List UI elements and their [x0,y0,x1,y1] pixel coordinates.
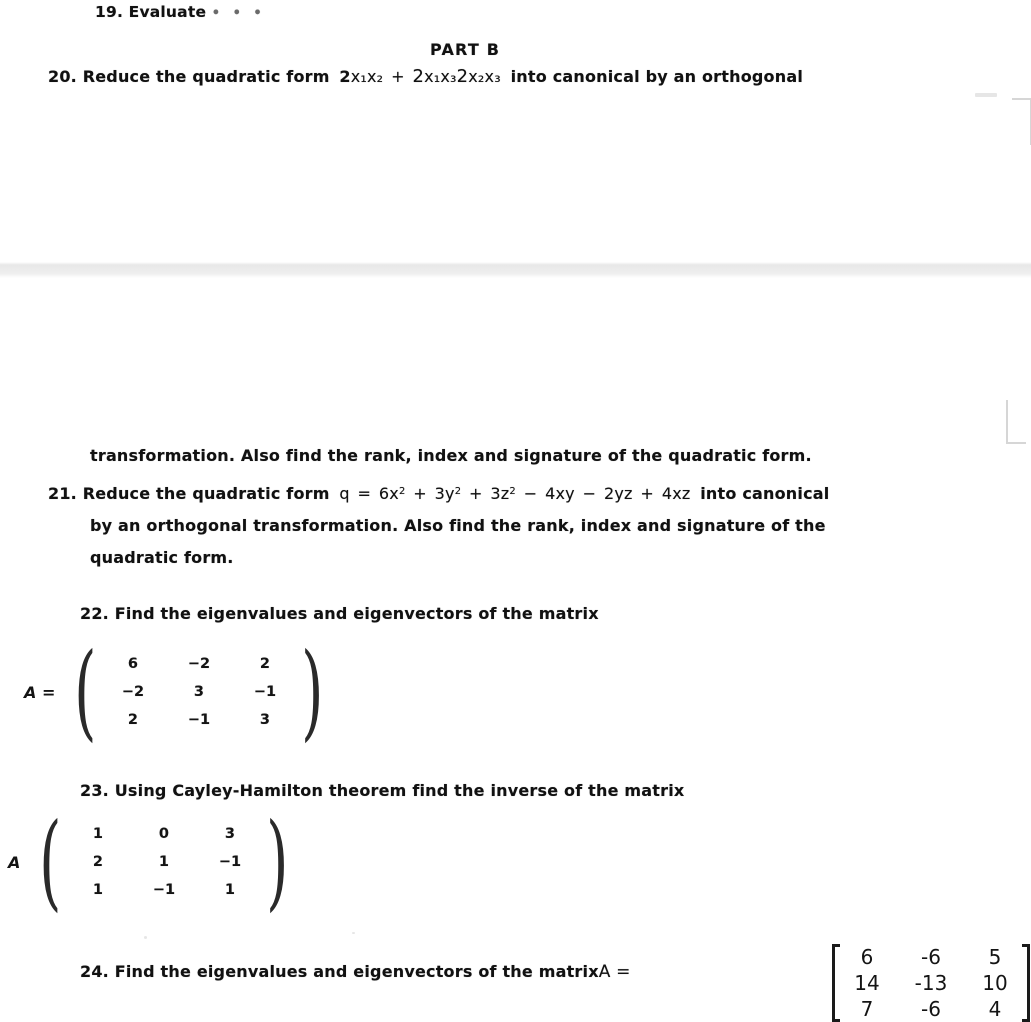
registration-mark-top-right [1012,98,1031,145]
matrix-cell: 1 [92,882,104,898]
left-paren-icon: ( [39,800,62,923]
question-22-prompt: Find the eigenvalues and eigenvectors of the matrix [114,604,599,623]
question-19-ellipsis: • • • [211,6,266,21]
matrix-cell: 1 [158,854,170,870]
matrix-row [835,944,1027,970]
question-22-matrix [24,630,333,753]
matrix-cell: 0 [158,826,170,842]
q21-t3: 3z [490,484,510,503]
matrix-cell: 2 [127,712,138,728]
q21-op4: − [582,484,597,503]
registration-mark-mid-right [1006,400,1026,444]
question-24-matrix-table [835,944,1027,1022]
matrix-row [835,996,1027,1022]
matrix-cell: 10 [982,971,1008,995]
question-23-matrix [8,800,298,923]
question-21-text-after: into canonical [700,484,830,503]
question-21-line-2: by an orthogonal transformation. Also find the rank, index and signature of the [90,516,826,535]
matrix-cell: −1 [152,882,176,898]
matrix-cell: 2 [92,854,104,870]
matrix-cell: 1 [224,882,236,898]
question-20-text-after: into canonical by an orthogonal [510,67,804,86]
matrix-cell: −1 [253,684,277,700]
q21-op5: + [640,484,655,503]
question-21-line-3: quadratic form. [90,548,234,567]
q20-term3-coef: 2 [456,66,469,87]
question-19-number: 19. [95,3,124,21]
q21-t2-exp: 2 [454,486,462,498]
matrix-cell: −1 [218,854,242,870]
matrix-cell: 3 [224,826,236,842]
question-20-line-1 [48,66,803,87]
matrix-cell: 3 [193,684,204,700]
question-19-text: Evaluate [128,3,207,21]
matrix-row [65,876,263,904]
matrix-cell: -6 [921,945,941,969]
question-23-text [80,781,684,800]
question-24-prompt: Find the eigenvalues and eigenvectors of the matrix [114,962,599,981]
question-20-line-2: transformation. Also find the rank, index and signature of the quadratic form. [90,446,812,465]
q21-lhs: q [339,484,350,503]
matrix-cell: 2 [259,656,270,672]
left-paren-icon: ( [74,630,97,753]
q21-t1-exp: 2 [398,486,406,498]
matrix-cell: 6 [860,945,874,969]
matrix-cell: 3 [259,712,270,728]
matrix-row [65,820,263,848]
question-23-matrix-label: A [8,852,21,872]
question-23-number: 23. [80,781,109,800]
q21-t1: 6x [378,484,399,503]
scan-speck [975,93,997,97]
matrix-cell: -6 [921,997,941,1021]
matrix-row [100,650,298,678]
matrix-row [65,848,263,876]
question-24-matrix-label: A = [598,962,631,982]
left-bracket-icon [832,944,835,1022]
right-bracket-icon [1027,944,1030,1022]
scan-speck [144,936,147,939]
question-21-text-before: Reduce the quadratic form [82,484,330,503]
q21-op2: + [469,484,483,503]
q21-t4: 4xy [545,484,575,503]
q20-term2-vars: x₁x₃ [424,67,457,86]
q20-term1-coef: 2 [339,67,351,86]
question-20-number: 20. [48,67,77,86]
q21-t5: 2yz [603,484,633,503]
q21-t2: 3y [434,484,455,503]
matrix-cell: −2 [187,656,211,672]
question-24-text [80,962,631,982]
question-21-number: 21. [48,484,77,503]
question-19 [95,3,266,21]
question-24-number: 24. [80,962,109,981]
question-22-matrix-label: A = [24,682,56,702]
matrix-cell: 1 [92,826,104,842]
question-20-formula [339,67,506,86]
scan-speck [352,932,355,934]
matrix-cell: 5 [988,945,1002,969]
section-heading-part-b: PART B [430,40,501,59]
question-23-prompt: Using Cayley-Hamilton theorem find the inverse of the matrix [114,781,685,800]
matrix-cell: 7 [860,997,874,1021]
q21-op3: − [523,484,538,503]
q20-term1-vars: x₁x₂ [350,67,384,86]
matrix-row [100,706,298,734]
q21-op1: + [413,484,427,503]
q20-term3-vars: x₂x₃ [468,67,501,86]
matrix-cell: 6 [127,656,138,672]
q21-t3-exp: 2 [509,486,516,498]
matrix-row [835,970,1027,996]
q21-t6: 4xz [661,484,691,503]
matrix-row [100,678,298,706]
q20-op1: + [391,67,405,86]
question-21-formula [339,484,696,503]
matrix-cell: −2 [121,684,145,700]
question-21-line-1 [48,484,829,503]
matrix-cell: −1 [187,712,211,728]
question-22-text [80,604,599,623]
question-22-number: 22. [80,604,109,623]
q20-term2-coef: 2 [412,66,425,87]
q21-eq: = [357,484,372,503]
question-24-matrix [832,944,1030,1022]
right-paren-icon: ) [301,630,324,753]
right-paren-icon: ) [266,800,289,923]
question-22-matrix-table [100,650,298,734]
scan-artifact-band [0,262,1031,278]
question-20-text-before: Reduce the quadratic form [82,67,330,86]
matrix-cell: 4 [988,997,1002,1021]
matrix-cell: 14 [854,971,880,995]
matrix-cell: -13 [914,971,948,995]
question-23-matrix-table [65,820,263,904]
